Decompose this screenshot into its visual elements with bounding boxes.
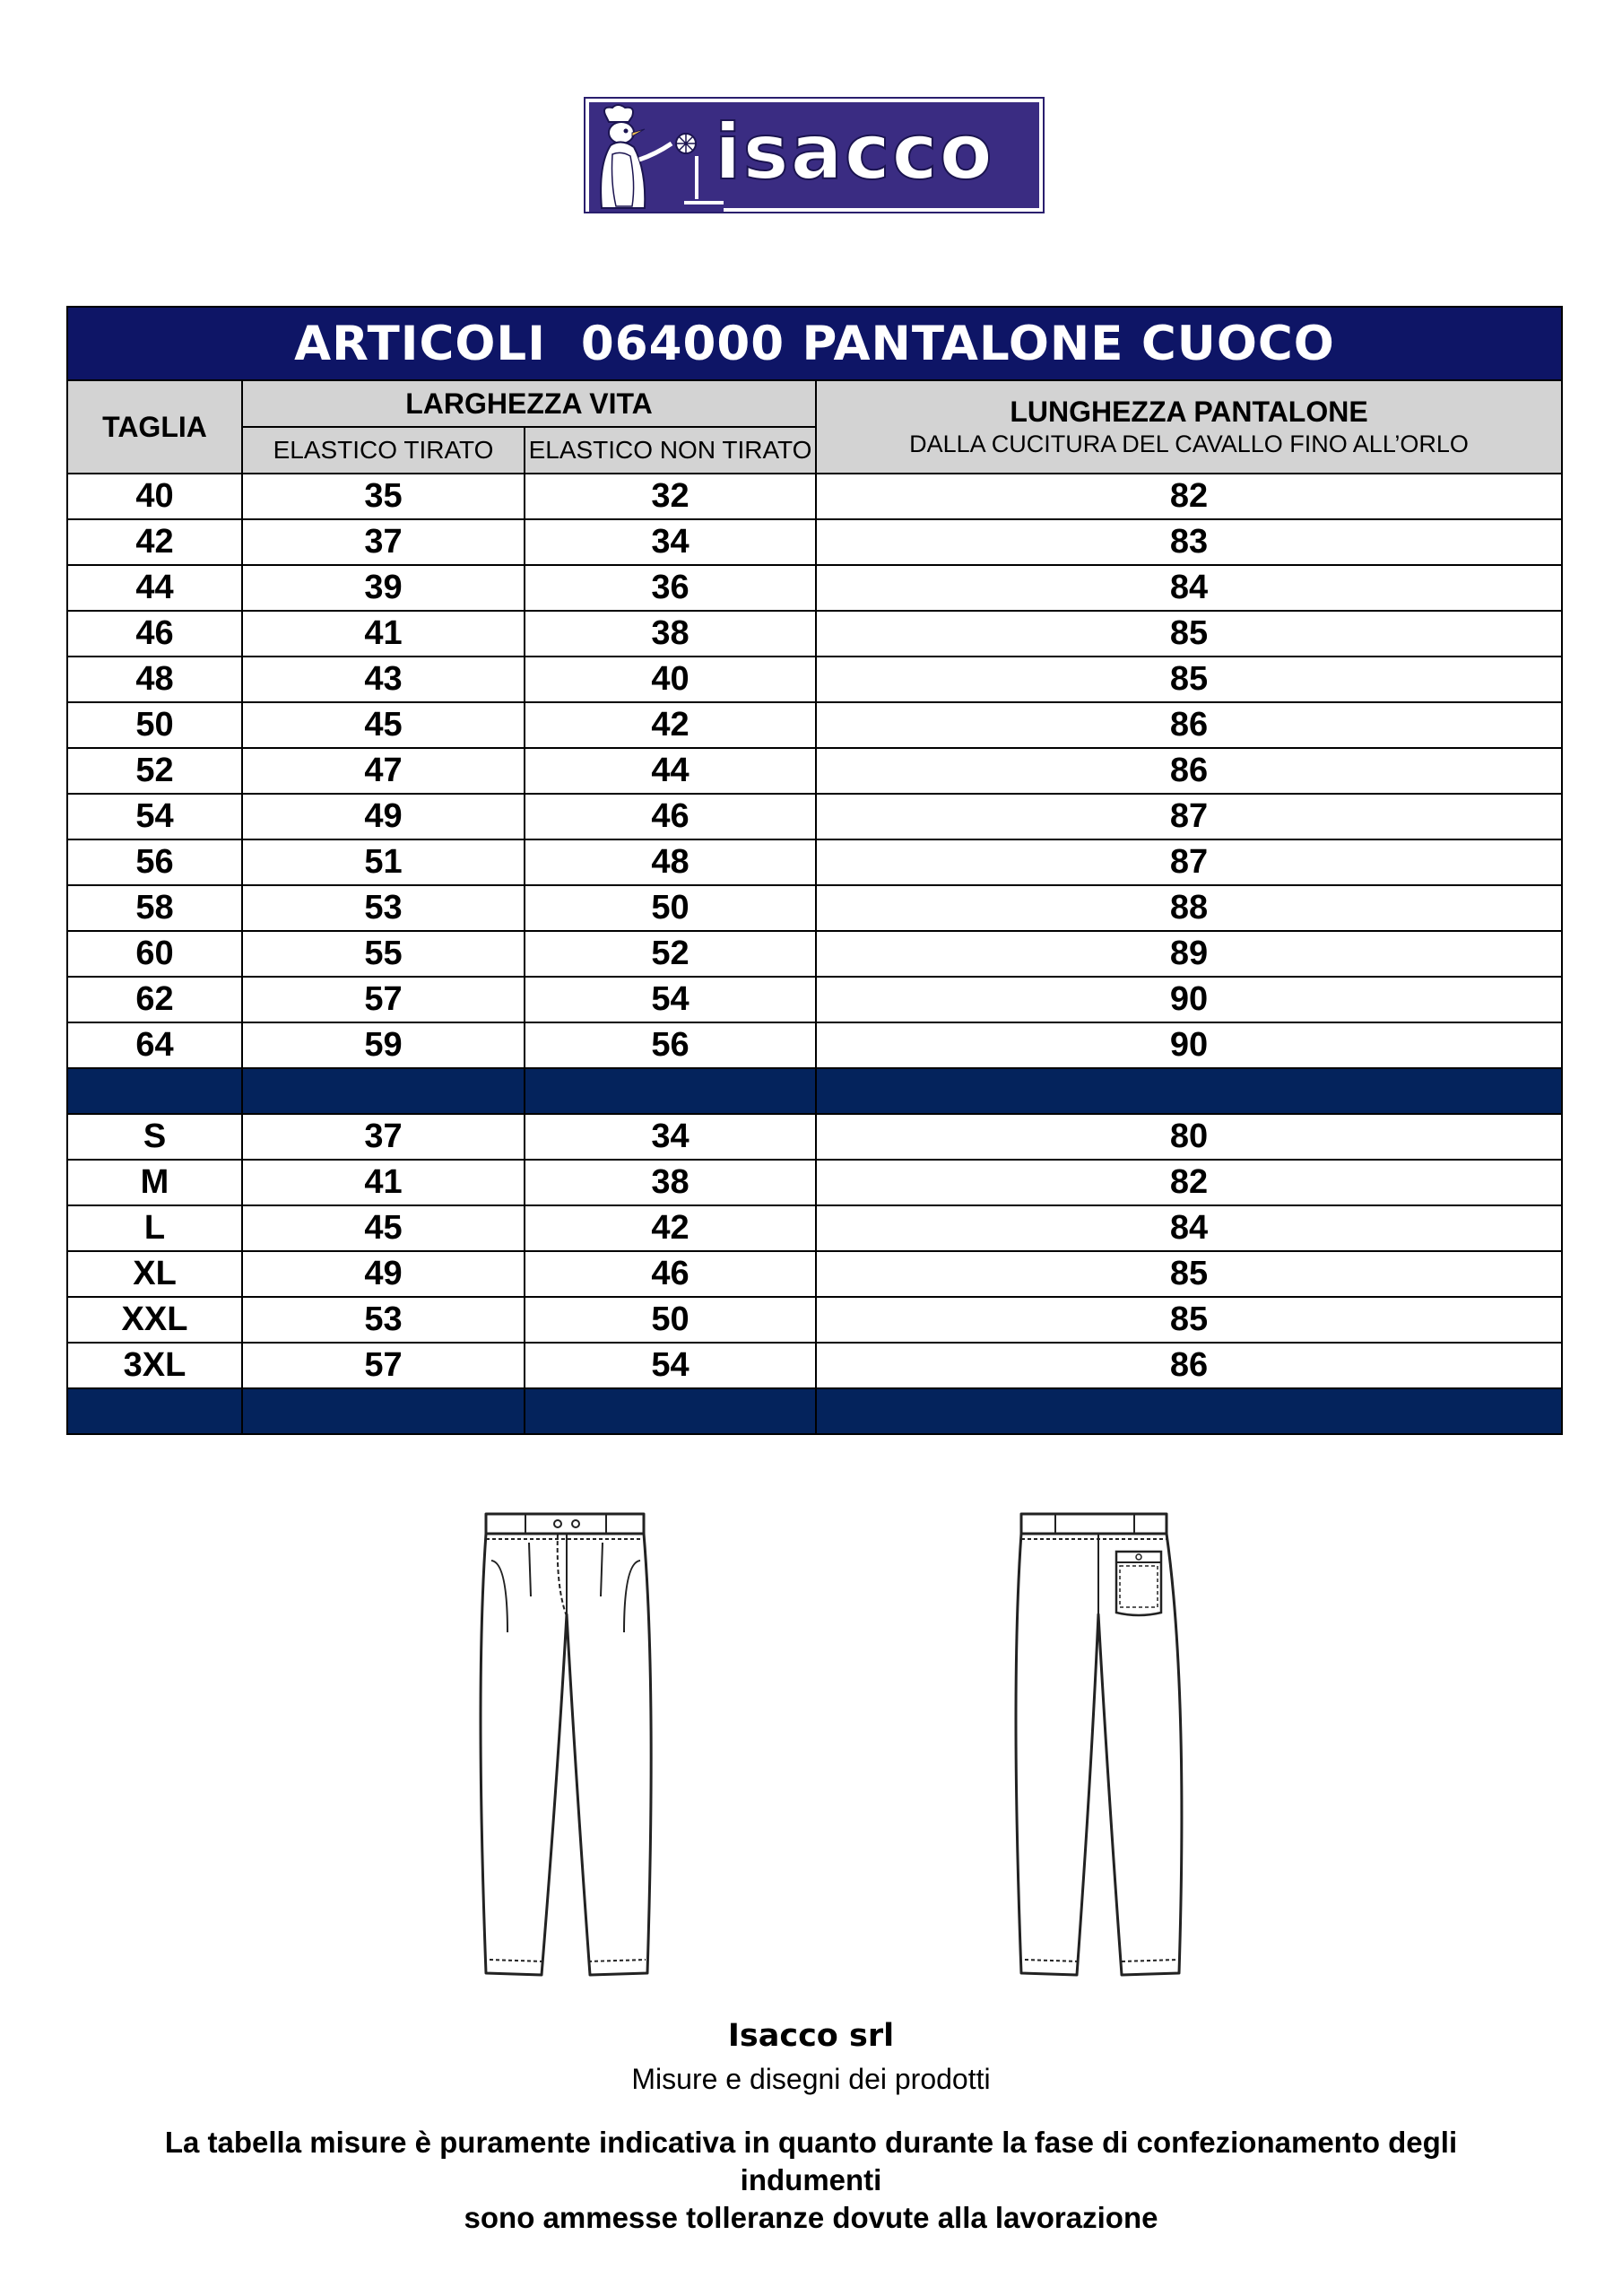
table-footer-band bbox=[67, 1388, 1562, 1434]
header-elastico-non-tirato: ELASTICO NON TIRATO bbox=[525, 427, 816, 474]
cell-taglia: 64 bbox=[67, 1022, 242, 1068]
cell-elastico-non-tirato: 56 bbox=[525, 1022, 816, 1068]
cell-lunghezza: 83 bbox=[816, 519, 1562, 565]
cell-taglia: 56 bbox=[67, 839, 242, 885]
cell-elastico-non-tirato: 46 bbox=[525, 1251, 816, 1297]
cell-elastico-non-tirato: 34 bbox=[525, 1114, 816, 1160]
cell-taglia: 50 bbox=[67, 702, 242, 748]
table-row bbox=[67, 657, 1562, 702]
cell-lunghezza: 85 bbox=[816, 1297, 1562, 1343]
cell-elastico-tirato: 41 bbox=[242, 1160, 525, 1205]
cell-elastico-tirato: 57 bbox=[242, 977, 525, 1022]
cell-elastico-tirato: 37 bbox=[242, 519, 525, 565]
cell-lunghezza: 87 bbox=[816, 839, 1562, 885]
cell-taglia: 42 bbox=[67, 519, 242, 565]
trousers-back-icon bbox=[1009, 1507, 1206, 1991]
cell-elastico-tirato: 49 bbox=[242, 794, 525, 839]
trousers-front-icon bbox=[472, 1507, 669, 1991]
table-row bbox=[67, 1297, 1562, 1343]
cell-elastico-non-tirato: 40 bbox=[525, 657, 816, 702]
cell-elastico-non-tirato: 50 bbox=[525, 1297, 816, 1343]
table-separator bbox=[67, 1068, 1562, 1114]
table-row bbox=[67, 977, 1562, 1022]
cell-taglia: 62 bbox=[67, 977, 242, 1022]
separator-cell bbox=[816, 1388, 1562, 1434]
cell-taglia: 48 bbox=[67, 657, 242, 702]
cell-elastico-non-tirato: 52 bbox=[525, 931, 816, 977]
cell-lunghezza: 87 bbox=[816, 794, 1562, 839]
cell-elastico-tirato: 55 bbox=[242, 931, 525, 977]
cell-elastico-non-tirato: 42 bbox=[525, 1205, 816, 1251]
cell-elastico-tirato: 53 bbox=[242, 1297, 525, 1343]
cell-lunghezza: 86 bbox=[816, 1343, 1562, 1388]
cell-elastico-non-tirato: 38 bbox=[525, 611, 816, 657]
table-row bbox=[67, 748, 1562, 794]
cell-taglia: M bbox=[67, 1160, 242, 1205]
separator-cell bbox=[242, 1068, 525, 1114]
table-row bbox=[67, 885, 1562, 931]
table-row bbox=[67, 1251, 1562, 1297]
cell-taglia: 60 bbox=[67, 931, 242, 977]
cell-elastico-tirato: 43 bbox=[242, 657, 525, 702]
table-row bbox=[67, 519, 1562, 565]
cell-lunghezza: 90 bbox=[816, 1022, 1562, 1068]
cell-lunghezza: 89 bbox=[816, 931, 1562, 977]
cell-elastico-non-tirato: 46 bbox=[525, 794, 816, 839]
cell-elastico-tirato: 47 bbox=[242, 748, 525, 794]
cell-lunghezza: 84 bbox=[816, 565, 1562, 611]
table-row bbox=[67, 611, 1562, 657]
cell-lunghezza: 88 bbox=[816, 885, 1562, 931]
cell-lunghezza: 82 bbox=[816, 1160, 1562, 1205]
cell-elastico-tirato: 39 bbox=[242, 565, 525, 611]
separator-cell bbox=[525, 1068, 816, 1114]
cell-elastico-non-tirato: 48 bbox=[525, 839, 816, 885]
header-larghezza-vita: LARGHEZZA VITA bbox=[242, 380, 816, 427]
disclaimer-line-2: sono ammesse tolleranze dovute alla lavorazione bbox=[464, 2201, 1158, 2234]
cell-elastico-non-tirato: 32 bbox=[525, 474, 816, 519]
cell-taglia: 58 bbox=[67, 885, 242, 931]
disclaimer-line-1: La tabella misure è puramente indicativa in quanto durante la fase di confezionamento degli indumenti bbox=[164, 2126, 1458, 2196]
cell-taglia: 40 bbox=[67, 474, 242, 519]
table-title: ARTICOLI 064000 PANTALONE CUOCO bbox=[67, 307, 1562, 380]
cell-taglia: 46 bbox=[67, 611, 242, 657]
brand-logo bbox=[584, 97, 1045, 213]
cell-elastico-tirato: 41 bbox=[242, 611, 525, 657]
cell-taglia: 54 bbox=[67, 794, 242, 839]
cell-lunghezza: 84 bbox=[816, 1205, 1562, 1251]
separator-cell bbox=[67, 1068, 242, 1114]
header-taglia: TAGLIA bbox=[67, 380, 242, 474]
cell-elastico-tirato: 59 bbox=[242, 1022, 525, 1068]
cell-lunghezza: 80 bbox=[816, 1114, 1562, 1160]
table-body bbox=[67, 474, 1562, 1434]
cell-taglia: 52 bbox=[67, 748, 242, 794]
logo-wordmark: isacco bbox=[715, 108, 994, 197]
table-row bbox=[67, 1160, 1562, 1205]
cell-elastico-tirato: 37 bbox=[242, 1114, 525, 1160]
penguin-chef-icon bbox=[589, 102, 724, 212]
cell-elastico-non-tirato: 34 bbox=[525, 519, 816, 565]
cell-lunghezza: 85 bbox=[816, 657, 1562, 702]
table-row bbox=[67, 1114, 1562, 1160]
cell-lunghezza: 86 bbox=[816, 748, 1562, 794]
table-row bbox=[67, 1022, 1562, 1068]
cell-taglia: S bbox=[67, 1114, 242, 1160]
table-row bbox=[67, 1343, 1562, 1388]
cell-taglia: L bbox=[67, 1205, 242, 1251]
separator-cell bbox=[525, 1388, 816, 1434]
table-row bbox=[67, 931, 1562, 977]
table-row bbox=[67, 565, 1562, 611]
company-subtitle: Misure e disegni dei prodotti bbox=[631, 2063, 991, 2095]
cell-elastico-tirato: 53 bbox=[242, 885, 525, 931]
separator-cell bbox=[816, 1068, 1562, 1114]
cell-elastico-tirato: 45 bbox=[242, 1205, 525, 1251]
cell-elastico-tirato: 51 bbox=[242, 839, 525, 885]
header-elastico-tirato: ELASTICO TIRATO bbox=[242, 427, 525, 474]
header-lunghezza-note: DALLA CUCITURA DEL CAVALLO FINO ALL’ORLO bbox=[909, 430, 1469, 457]
cell-elastico-tirato: 35 bbox=[242, 474, 525, 519]
cell-elastico-tirato: 49 bbox=[242, 1251, 525, 1297]
header-lunghezza-pantalone bbox=[816, 380, 1562, 474]
table-row bbox=[67, 839, 1562, 885]
table-row bbox=[67, 794, 1562, 839]
cell-elastico-non-tirato: 36 bbox=[525, 565, 816, 611]
cell-taglia: XXL bbox=[67, 1297, 242, 1343]
cell-elastico-tirato: 45 bbox=[242, 702, 525, 748]
separator-cell bbox=[67, 1388, 242, 1434]
cell-taglia: 44 bbox=[67, 565, 242, 611]
cell-lunghezza: 85 bbox=[816, 1251, 1562, 1297]
cell-elastico-non-tirato: 54 bbox=[525, 977, 816, 1022]
company-name: Isacco srl bbox=[727, 2018, 895, 2054]
cell-taglia: 3XL bbox=[67, 1343, 242, 1388]
cell-lunghezza: 90 bbox=[816, 977, 1562, 1022]
table-row bbox=[67, 702, 1562, 748]
header-lunghezza-label: LUNGHEZZA PANTALONE bbox=[1010, 396, 1368, 428]
cell-elastico-non-tirato: 54 bbox=[525, 1343, 816, 1388]
table-row bbox=[67, 1205, 1562, 1251]
cell-elastico-tirato: 57 bbox=[242, 1343, 525, 1388]
cell-lunghezza: 85 bbox=[816, 611, 1562, 657]
cell-taglia: XL bbox=[67, 1251, 242, 1297]
separator-cell bbox=[242, 1388, 525, 1434]
cell-elastico-non-tirato: 42 bbox=[525, 702, 816, 748]
size-table bbox=[66, 306, 1563, 1435]
cell-elastico-non-tirato: 44 bbox=[525, 748, 816, 794]
cell-elastico-non-tirato: 50 bbox=[525, 885, 816, 931]
cell-lunghezza: 82 bbox=[816, 474, 1562, 519]
table-row bbox=[67, 474, 1562, 519]
disclaimer bbox=[108, 2124, 1514, 2237]
cell-elastico-non-tirato: 38 bbox=[525, 1160, 816, 1205]
cell-lunghezza: 86 bbox=[816, 702, 1562, 748]
